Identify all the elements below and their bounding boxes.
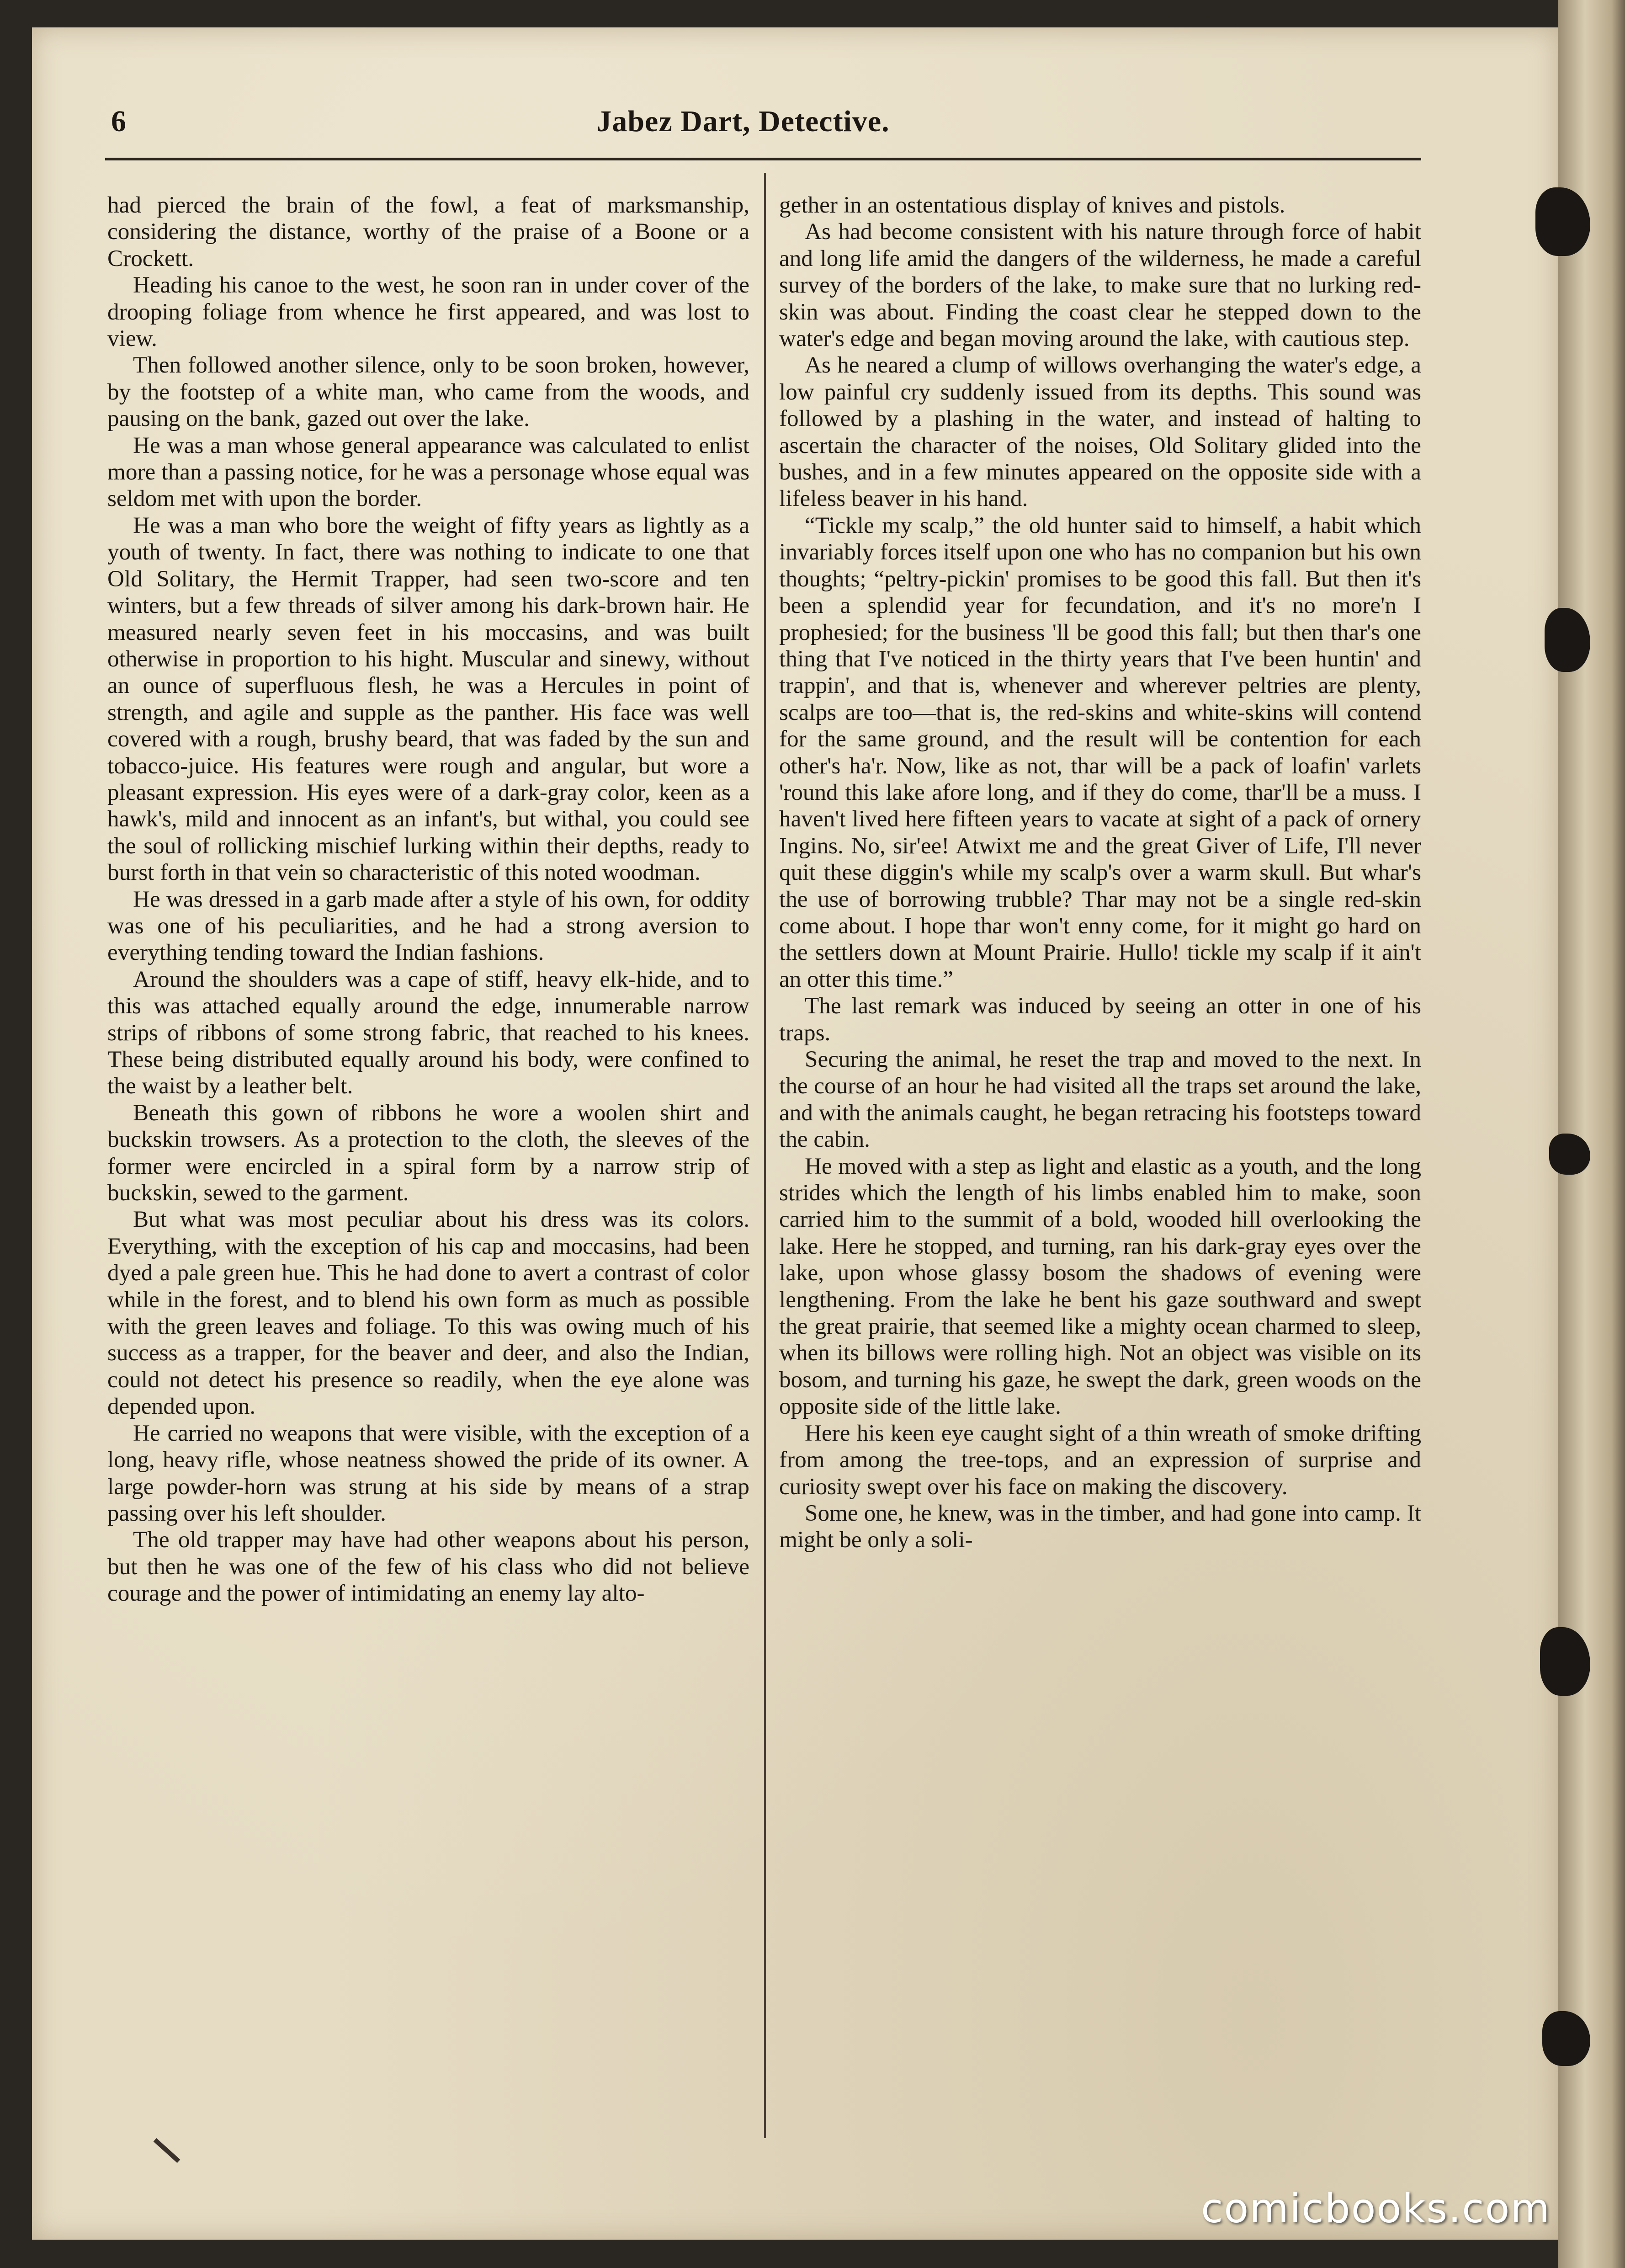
paragraph: As had become consistent with his nature through force of habit and long life amid the dangers of the wilderness, he made a careful survey of the borders of the lake, to make sure that no lurking red-skin was about. Finding the coast clear he stepped down to the water's edge and began moving around the lake, with cautious step. (779, 218, 1421, 352)
paragraph: Here his keen eye caught sight of a thin wreath of smoke drifting from among the tree-tops, and an expression of surprise and curiosity swept over his face on making the discovery. (779, 1420, 1421, 1500)
paragraph: had pierced the brain of the fowl, a feat of marksmanship, considering the distance, worthy of the praise of a Boone or a Crockett. (107, 192, 749, 272)
column-divider (764, 173, 766, 2138)
watermark: comicbooks.com (1201, 2185, 1551, 2232)
paragraph: Securing the animal, he reset the trap and moved to the next. In the course of an hour he had visited all the traps set around the lake, and with the animals caught, he began retracing his footsteps toward the cabin. (779, 1046, 1421, 1153)
paragraph: He moved with a step as light and elastic as a youth, and the long strides which the length of his limbs enabled him to make, soon carried him to the summit of a bold, wooded hill overlooking the lake. Here he stopped, and turning, ran his dark-gray eyes over the lake, upon whose glassy bosom the shadows of evening were lengthening. From the lake he bent his gaze southward and swept the great prairie, that seemed like a mighty ocean charmed to sleep, when its billows were rolling high. Not an object was visible on its bosom, and turning his gaze, he swept the dark, green woods on the opposite side of the little lake. (779, 1153, 1421, 1420)
paragraph: Beneath this gown of ribbons he wore a woolen shirt and buckskin trowsers. As a protection to the cloth, the sleeves of the former were encircled in a spiral form by a narrow strip of buckskin, sewed to the garment. (107, 1099, 749, 1206)
paragraph: He was a man whose general appearance was calculated to enlist more than a passing notice, for he was a personage whose equal was seldom met with upon the border. (107, 432, 749, 512)
paragraph: The old trapper may have had other weapons about his person, but then he was one of the few of his class who did not believe courage and the power of intimidating an enemy lay alto- (107, 1527, 749, 1607)
paragraph: But what was most peculiar about his dress was its colors. Everything, with the exception of his cap and moccasins, had been dyed a pale green hue. This he had done to avert a contrast of color while in the forest, and to blend his own form as much as possible with the green leaves and foliage. To this was owing much of his success as a trapper, for the beaver and deer, and also the Indian, could not detect his presence so readily, when the eye alone was depended upon. (107, 1206, 749, 1420)
paragraph: Some one, he knew, was in the timber, and had gone into camp. It might be only a soli- (779, 1500, 1421, 1553)
paragraph: Around the shoulders was a cape of stiff, heavy elk-hide, and to this was attached equally around the edge, innumerable narrow strips of ribbons of some strong fabric, that reached to his knees. These being distributed equally around his body, were confined to the waist by a leather belt. (107, 966, 749, 1099)
paragraph: The last remark was induced by seeing an otter in one of his traps. (779, 993, 1421, 1046)
paragraph: “Tickle my scalp,” the old hunter said to himself, a habit which invariably forces itself upon one who has no companion but his own thoughts; “peltry-pickin' promises to be good this fall. But then it's been a splendid year for fecundation, and it's no more'n I prophesied; for the business 'll be good this fall; but then thar's one thing that I've noticed in the thirty years that I've been huntin' and trappin', and that is, whenever and wherever peltries are plenty, scalps are too—that is, the red-skins and white-skins will contend for the same ground, and the result will be contention for each other's ha'r. Now, like as not, thar will be a pack of loafin' varlets 'round this lake afore long, and if they do come, thar'll be a muss. I haven't lived here fifteen years to vacate at sight of a pack of ornery Ingins. No, sir'ee! Atwixt me and the great Giver of Life, I'll never quit these diggin's while my scalp's over a warm skull. But whar's the use of borrowing trubble? Thar may not be a single red-skin come about. I hope thar won't enny come, for it might go hard on the settlers down at Mount Prairie. Hullo! tickle my scalp if it ain't an otter this time.” (779, 512, 1421, 992)
paragraph: As he neared a clump of willows overhanging the water's edge, a low painful cry suddenly issued from its depths. This sound was followed by a plashing in the water, and instead of halting to ascertain the character of the noises, Old Solitary glided into the bushes, and in a few minutes appeared on the opposite side with a lifeless beaver in his hand. (779, 352, 1421, 512)
paragraph: gether in an ostentatious display of knives and pistols. (779, 192, 1285, 218)
paragraph: He was dressed in a garb made after a style of his own, for oddity was one of his peculiarities, and he had a strong aversion to everything tending toward the Indian fashions. (107, 886, 749, 966)
paragraph: He carried no weapons that were visible, with the exception of a long, heavy rifle, whose neatness showed the pride of its owner. A large powder-horn was strung at his side by means of a strap passing over his left shoulder. (107, 1420, 749, 1526)
running-title: Jabez Dart, Detective. (596, 105, 890, 138)
paragraph: Heading his canoe to the west, he soon ran in under cover of the drooping foliage from whence he first appeared, and was lost to view. (107, 272, 749, 352)
page-number: 6 (111, 105, 126, 138)
paragraph: He was a man who bore the weight of fifty years as lightly as a youth of twenty. In fact, there was nothing to indicate to one that Old Solitary, the Hermit Trapper, had seen two-score and ten winters, but a few threads of silver among his dark-brown hair. He measured nearly seven feet in his moccasins, and was built otherwise in proportion to his hight. Muscular and sinewy, without an ounce of superfluous flesh, he was a Hercules in point of strength, and agile and supple as the panther. His face was well covered with a rough, brushy beard, that was faded by the sun and tobacco-juice. His features were rough and angular, but wore a pleasant expression. His eyes were of a dark-gray color, keen as a hawk's, mild and innocent as an infant's, but withal, you could see the soul of rollicking mischief lurking within their depths, ready to burst forth in that vein so characteristic of this noted woodman. (107, 512, 749, 886)
page-header (66, 104, 1420, 159)
header-rule (105, 158, 1421, 160)
right-column (779, 192, 1421, 2139)
left-column (107, 192, 749, 2139)
paragraph: Then followed another silence, only to be soon broken, however, by the footstep of a white man, who came from the woods, and pausing on the bank, gazed out over the lake. (107, 352, 749, 432)
